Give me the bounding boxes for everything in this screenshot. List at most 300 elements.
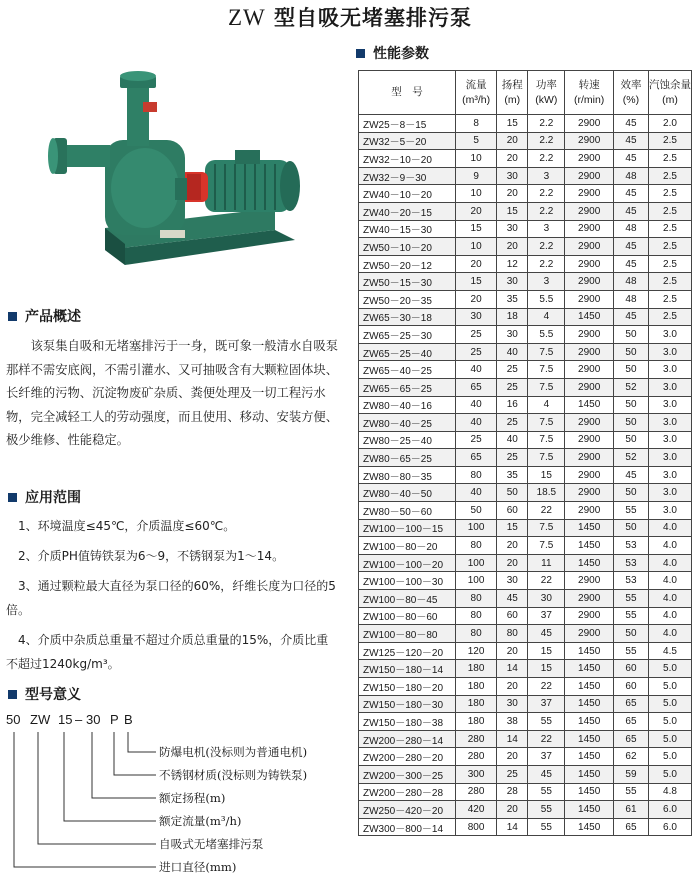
value-cell: 50 <box>613 396 648 414</box>
table-row <box>359 378 692 396</box>
table-row <box>359 748 692 766</box>
value-cell: 2900 <box>565 343 614 361</box>
value-cell: 7.5 <box>528 361 565 379</box>
value-cell: 1450 <box>565 748 614 766</box>
model-code-explosion-proof: B <box>124 712 133 727</box>
value-cell: 50 <box>613 625 648 643</box>
table-row <box>359 765 692 783</box>
value-cell: 52 <box>613 378 648 396</box>
table-row <box>359 449 692 467</box>
value-cell: 1450 <box>565 554 614 572</box>
value-cell: 5.0 <box>648 695 691 713</box>
value-cell: 4.5 <box>648 642 691 660</box>
table-header-cell <box>613 71 648 115</box>
model-cell: ZW65－25－30 <box>359 326 456 344</box>
value-cell: 2.2 <box>528 202 565 220</box>
page-title <box>0 2 700 32</box>
model-cell: ZW80－40－50 <box>359 484 456 502</box>
value-cell: 7.5 <box>528 378 565 396</box>
value-cell: 45 <box>613 202 648 220</box>
value-cell: 280 <box>456 730 497 748</box>
header-unit: (m) <box>662 93 678 106</box>
value-cell: 48 <box>613 167 648 185</box>
title-model: ZW <box>227 5 266 30</box>
value-cell: 22 <box>528 730 565 748</box>
value-cell: 50 <box>613 519 648 537</box>
value-cell: 2.5 <box>648 185 691 203</box>
value-cell: 300 <box>456 765 497 783</box>
value-cell: 2.5 <box>648 273 691 291</box>
value-cell: 48 <box>613 290 648 308</box>
value-cell: 3.0 <box>648 502 691 520</box>
value-cell: 2.5 <box>648 308 691 326</box>
value-cell: 40 <box>497 343 528 361</box>
model-cell: ZW50－20－35 <box>359 290 456 308</box>
table-header-cell <box>648 71 691 115</box>
value-cell: 2.5 <box>648 132 691 150</box>
table-row <box>359 290 692 308</box>
value-cell: 2.5 <box>648 238 691 256</box>
value-cell: 15 <box>497 115 528 133</box>
value-cell: 20 <box>497 678 528 696</box>
model-cell: ZW200－280－28 <box>359 783 456 801</box>
value-cell: 180 <box>456 713 497 731</box>
header-name: 型 号 <box>391 86 423 98</box>
value-cell: 6.0 <box>648 801 691 819</box>
value-cell: 2.5 <box>648 290 691 308</box>
table-row <box>359 678 692 696</box>
value-cell: 30 <box>497 220 528 238</box>
value-cell: 50 <box>456 502 497 520</box>
value-cell: 3 <box>528 220 565 238</box>
value-cell: 18 <box>497 308 528 326</box>
value-cell: 800 <box>456 818 497 836</box>
value-cell: 3.0 <box>648 326 691 344</box>
value-cell: 2900 <box>565 255 614 273</box>
value-cell: 1450 <box>565 308 614 326</box>
model-label-explosion-proof: 防爆电机(没标则为普通电机) <box>159 745 308 759</box>
value-cell: 7.5 <box>528 519 565 537</box>
value-cell: 40 <box>456 361 497 379</box>
value-cell: 2.2 <box>528 150 565 168</box>
model-cell: ZW300－800－14 <box>359 818 456 836</box>
value-cell: 11 <box>528 554 565 572</box>
value-cell: 2900 <box>565 502 614 520</box>
value-cell: 45 <box>528 625 565 643</box>
table-row <box>359 326 692 344</box>
value-cell: 25 <box>497 449 528 467</box>
pump-illustration <box>35 60 305 270</box>
value-cell: 3.0 <box>648 431 691 449</box>
value-cell: 53 <box>613 572 648 590</box>
model-cell: ZW65－25－40 <box>359 343 456 361</box>
value-cell: 1450 <box>565 730 614 748</box>
value-cell: 20 <box>456 255 497 273</box>
value-cell: 100 <box>456 572 497 590</box>
value-cell: 15 <box>497 519 528 537</box>
value-cell: 4.8 <box>648 783 691 801</box>
model-cell: ZW50－20－12 <box>359 255 456 273</box>
value-cell: 1450 <box>565 660 614 678</box>
value-cell: 40 <box>456 414 497 432</box>
header-unit: (m) <box>504 93 521 106</box>
value-cell: 22 <box>528 678 565 696</box>
table-row <box>359 642 692 660</box>
model-cell: ZW200－300－25 <box>359 765 456 783</box>
value-cell: 3 <box>528 273 565 291</box>
value-cell: 280 <box>456 748 497 766</box>
value-cell: 55 <box>528 801 565 819</box>
value-cell: 420 <box>456 801 497 819</box>
scope-item: 1、环境温度≤45℃，介质温度≤60℃。 <box>18 519 236 533</box>
value-cell: 45 <box>497 590 528 608</box>
table-row <box>359 343 692 361</box>
value-cell: 120 <box>456 642 497 660</box>
header-unit: (%) <box>622 93 640 106</box>
value-cell: 48 <box>613 220 648 238</box>
table-header-cell <box>456 71 497 115</box>
value-cell: 3.0 <box>648 466 691 484</box>
value-cell: 7.5 <box>528 449 565 467</box>
value-cell: 10 <box>456 185 497 203</box>
table-header-row <box>359 71 692 115</box>
value-cell: 4.0 <box>648 607 691 625</box>
table-row <box>359 167 692 185</box>
table-row <box>359 502 692 520</box>
value-cell: 30 <box>497 273 528 291</box>
value-cell: 20 <box>497 132 528 150</box>
value-cell: 65 <box>456 378 497 396</box>
table-header-cell <box>359 71 456 115</box>
value-cell: 2900 <box>565 572 614 590</box>
value-cell: 7.5 <box>528 431 565 449</box>
model-cell: ZW40－20－15 <box>359 202 456 220</box>
value-cell: 4 <box>528 396 565 414</box>
value-cell: 15 <box>528 466 565 484</box>
value-cell: 14 <box>497 660 528 678</box>
value-cell: 2900 <box>565 431 614 449</box>
model-cell: ZW250－420－20 <box>359 801 456 819</box>
value-cell: 30 <box>497 167 528 185</box>
model-meaning-heading <box>8 684 81 704</box>
value-cell: 1450 <box>565 695 614 713</box>
model-meaning-diagram <box>6 712 346 880</box>
value-cell: 280 <box>456 783 497 801</box>
value-cell: 10 <box>456 150 497 168</box>
value-cell: 15 <box>497 202 528 220</box>
model-cell: ZW100－100－30 <box>359 572 456 590</box>
model-cell: ZW80－80－35 <box>359 466 456 484</box>
value-cell: 5 <box>456 132 497 150</box>
value-cell: 2.2 <box>528 238 565 256</box>
value-cell: 2900 <box>565 167 614 185</box>
value-cell: 2900 <box>565 590 614 608</box>
model-cell: ZW50－15－30 <box>359 273 456 291</box>
value-cell: 2.2 <box>528 132 565 150</box>
header-unit: (kW) <box>535 93 558 106</box>
value-cell: 65 <box>613 730 648 748</box>
value-cell: 2900 <box>565 220 614 238</box>
value-cell: 30 <box>497 572 528 590</box>
value-cell: 2900 <box>565 115 614 133</box>
model-cell: ZW80－65－25 <box>359 449 456 467</box>
table-row <box>359 150 692 168</box>
value-cell: 15 <box>456 220 497 238</box>
value-cell: 45 <box>613 255 648 273</box>
value-cell: 3.0 <box>648 396 691 414</box>
value-cell: 2900 <box>565 238 614 256</box>
value-cell: 2900 <box>565 449 614 467</box>
value-cell: 2900 <box>565 326 614 344</box>
model-cell: ZW200－280－20 <box>359 748 456 766</box>
value-cell: 52 <box>613 449 648 467</box>
scope-item: 4、介质中杂质总重量不超过介质总重量的15%，介质比重不超过1240kg/m³。 <box>6 633 329 671</box>
value-cell: 7.5 <box>528 414 565 432</box>
value-cell: 30 <box>456 308 497 326</box>
table-row <box>359 572 692 590</box>
table-row <box>359 132 692 150</box>
table-header-cell <box>565 71 614 115</box>
value-cell: 2900 <box>565 378 614 396</box>
value-cell: 1450 <box>565 765 614 783</box>
value-cell: 22 <box>528 572 565 590</box>
value-cell: 38 <box>497 713 528 731</box>
value-cell: 4.0 <box>648 519 691 537</box>
value-cell: 2900 <box>565 132 614 150</box>
header-name: 效率 <box>620 78 642 91</box>
value-cell: 45 <box>613 466 648 484</box>
model-cell: ZW200－280－14 <box>359 730 456 748</box>
model-code-diameter: 50 <box>6 712 21 727</box>
table-row <box>359 607 692 625</box>
model-label-type: 自吸式无堵塞排污泵 <box>159 837 264 851</box>
value-cell: 28 <box>497 783 528 801</box>
value-cell: 4.0 <box>648 554 691 572</box>
model-label-flow: 额定流量(m³/h) <box>159 814 242 828</box>
value-cell: 20 <box>497 801 528 819</box>
value-cell: 65 <box>456 449 497 467</box>
table-row <box>359 255 692 273</box>
value-cell: 4.0 <box>648 537 691 555</box>
value-cell: 1450 <box>565 396 614 414</box>
value-cell: 20 <box>497 748 528 766</box>
value-cell: 2900 <box>565 484 614 502</box>
table-row <box>359 519 692 537</box>
value-cell: 5.5 <box>528 326 565 344</box>
value-cell: 2.2 <box>528 185 565 203</box>
value-cell: 2900 <box>565 185 614 203</box>
model-cell: ZW100－100－15 <box>359 519 456 537</box>
value-cell: 1450 <box>565 801 614 819</box>
value-cell: 5.0 <box>648 660 691 678</box>
value-cell: 22 <box>528 502 565 520</box>
model-cell: ZW25－8－15 <box>359 115 456 133</box>
value-cell: 15 <box>528 660 565 678</box>
value-cell: 80 <box>456 466 497 484</box>
table-body <box>359 115 692 836</box>
value-cell: 20 <box>497 238 528 256</box>
table-row <box>359 537 692 555</box>
value-cell: 3.0 <box>648 484 691 502</box>
value-cell: 1450 <box>565 678 614 696</box>
value-cell: 20 <box>497 185 528 203</box>
value-cell: 1450 <box>565 537 614 555</box>
value-cell: 2900 <box>565 625 614 643</box>
value-cell: 50 <box>613 361 648 379</box>
value-cell: 2.2 <box>528 255 565 273</box>
value-cell: 20 <box>456 202 497 220</box>
table-row <box>359 396 692 414</box>
header-name: 转速 <box>578 78 600 91</box>
value-cell: 2.5 <box>648 167 691 185</box>
overview-heading <box>8 306 81 326</box>
value-cell: 2.5 <box>648 202 691 220</box>
value-cell: 55 <box>613 590 648 608</box>
value-cell: 5.0 <box>648 748 691 766</box>
model-cell: ZW65－40－25 <box>359 361 456 379</box>
table-row <box>359 554 692 572</box>
value-cell: 30 <box>497 695 528 713</box>
value-cell: 12 <box>497 255 528 273</box>
table-row <box>359 308 692 326</box>
value-cell: 37 <box>528 695 565 713</box>
model-cell: ZW80－40－16 <box>359 396 456 414</box>
model-cell: ZW100－80－80 <box>359 625 456 643</box>
value-cell: 25 <box>497 378 528 396</box>
scope-item: 3、通过颗粒最大直径为泵口径的60%，纤维长度为口径的5倍。 <box>6 579 336 617</box>
value-cell: 2900 <box>565 414 614 432</box>
model-cell: ZW32－9－30 <box>359 167 456 185</box>
value-cell: 55 <box>613 607 648 625</box>
value-cell: 40 <box>456 484 497 502</box>
value-cell: 5.0 <box>648 765 691 783</box>
model-meaning-heading-text: 型号意义 <box>25 687 81 703</box>
table-row <box>359 590 692 608</box>
table-row <box>359 431 692 449</box>
scope-item: 2、介质PH值铸铁泵为6～9，不锈钢泵为1～14。 <box>18 549 285 563</box>
value-cell: 7.5 <box>528 537 565 555</box>
value-cell: 5.5 <box>528 290 565 308</box>
value-cell: 65 <box>613 713 648 731</box>
performance-heading-text: 性能参数 <box>373 46 429 62</box>
table-row <box>359 185 692 203</box>
value-cell: 37 <box>528 607 565 625</box>
value-cell: 50 <box>613 414 648 432</box>
value-cell: 1450 <box>565 783 614 801</box>
value-cell: 180 <box>456 660 497 678</box>
value-cell: 50 <box>613 326 648 344</box>
table-row <box>359 484 692 502</box>
value-cell: 61 <box>613 801 648 819</box>
heading-bullet-icon <box>8 493 17 502</box>
value-cell: 3.0 <box>648 378 691 396</box>
value-cell: 5.0 <box>648 730 691 748</box>
model-cell: ZW150－180－38 <box>359 713 456 731</box>
model-cell: ZW100－80－60 <box>359 607 456 625</box>
value-cell: 55 <box>528 818 565 836</box>
value-cell: 40 <box>497 431 528 449</box>
value-cell: 62 <box>613 748 648 766</box>
table-row <box>359 202 692 220</box>
value-cell: 30 <box>528 590 565 608</box>
value-cell: 8 <box>456 115 497 133</box>
performance-table <box>358 70 692 836</box>
value-cell: 15 <box>528 642 565 660</box>
scope-heading <box>8 487 81 507</box>
model-label-stainless: 不锈钢材质(没标则为铸铁泵) <box>159 768 308 782</box>
heading-bullet-icon <box>8 312 17 321</box>
table-row <box>359 238 692 256</box>
value-cell: 1450 <box>565 642 614 660</box>
table-row <box>359 695 692 713</box>
value-cell: 1450 <box>565 519 614 537</box>
value-cell: 14 <box>497 730 528 748</box>
value-cell: 20 <box>497 150 528 168</box>
value-cell: 1450 <box>565 818 614 836</box>
value-cell: 45 <box>528 765 565 783</box>
value-cell: 2900 <box>565 607 614 625</box>
value-cell: 45 <box>613 150 648 168</box>
value-cell: 60 <box>497 607 528 625</box>
value-cell: 60 <box>613 660 648 678</box>
table-row <box>359 625 692 643</box>
value-cell: 80 <box>456 625 497 643</box>
table-row <box>359 466 692 484</box>
value-cell: 45 <box>613 308 648 326</box>
value-cell: 18.5 <box>528 484 565 502</box>
value-cell: 45 <box>613 132 648 150</box>
model-cell: ZW125－120－20 <box>359 642 456 660</box>
value-cell: 2.5 <box>648 220 691 238</box>
header-name: 扬程 <box>501 78 523 91</box>
header-name: 流量 <box>465 78 487 91</box>
model-label-diameter: 进口直径(mm) <box>159 860 237 874</box>
table-header-cell <box>497 71 528 115</box>
value-cell: 20 <box>456 290 497 308</box>
header-name: 功率 <box>535 78 557 91</box>
value-cell: 14 <box>497 818 528 836</box>
value-cell: 15 <box>456 273 497 291</box>
model-cell: ZW65－65－25 <box>359 378 456 396</box>
value-cell: 80 <box>497 625 528 643</box>
value-cell: 1450 <box>565 713 614 731</box>
value-cell: 16 <box>497 396 528 414</box>
model-code-flow: 15 <box>58 712 73 727</box>
model-cell: ZW50－10－20 <box>359 238 456 256</box>
value-cell: 2900 <box>565 202 614 220</box>
model-code-dash: – <box>75 712 83 727</box>
model-cell: ZW150－180－20 <box>359 678 456 696</box>
value-cell: 3.0 <box>648 361 691 379</box>
value-cell: 25 <box>456 431 497 449</box>
table-row <box>359 660 692 678</box>
value-cell: 20 <box>497 642 528 660</box>
table-row <box>359 730 692 748</box>
model-cell: ZW150－180－30 <box>359 695 456 713</box>
model-cell: ZW150－180－14 <box>359 660 456 678</box>
table-row <box>359 273 692 291</box>
value-cell: 2.5 <box>648 255 691 273</box>
value-cell: 37 <box>528 748 565 766</box>
value-cell: 80 <box>456 590 497 608</box>
value-cell: 55 <box>528 783 565 801</box>
value-cell: 50 <box>613 431 648 449</box>
value-cell: 2900 <box>565 466 614 484</box>
model-code-stainless: P <box>110 712 119 727</box>
overview-text: 该泵集自吸和无堵塞排污于一身，既可象一般清水自吸泵那样不需安底阀，不需引灌水、又可抽吸含有大颗粒固体块、长纤维的污物、沉淀物废矿杂质、粪便处理及一切工程污水物，完全减轻工人的劳动强度，而且使用、移动、安装方便、极少维修、性能稳定。 <box>6 339 339 448</box>
value-cell: 30 <box>497 326 528 344</box>
heading-bullet-icon <box>8 690 17 699</box>
